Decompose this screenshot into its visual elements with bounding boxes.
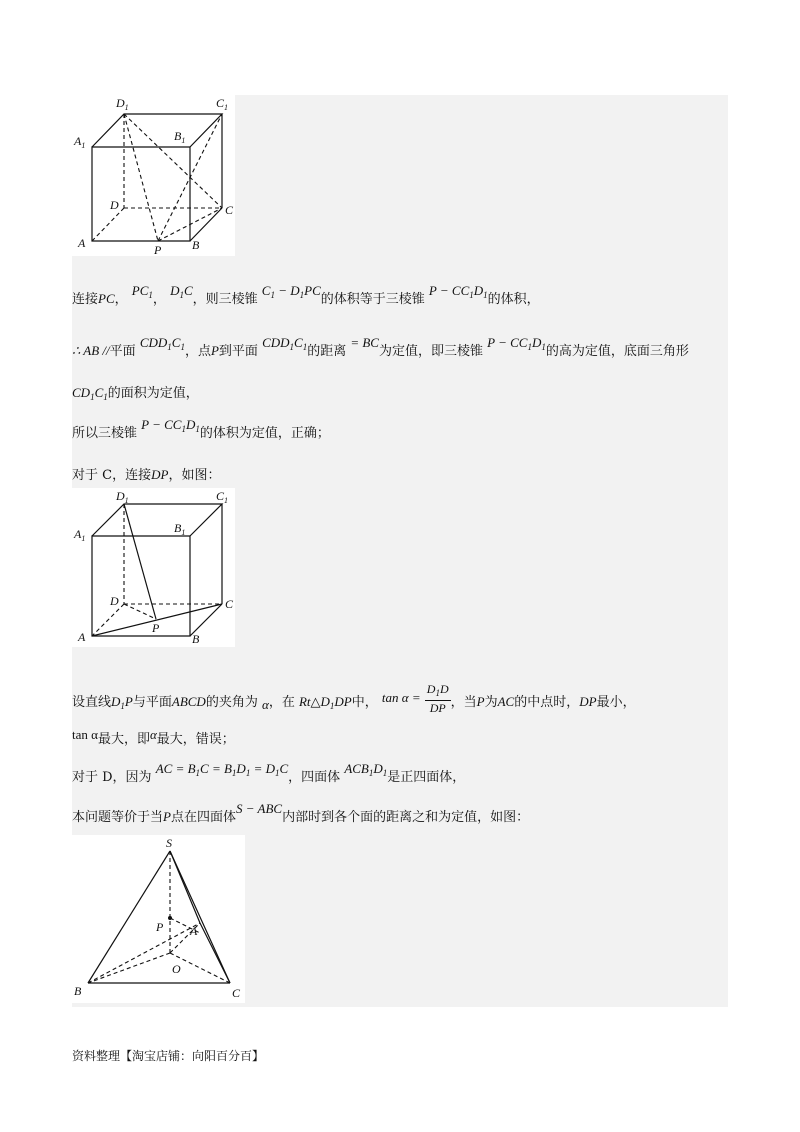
cube-figure-1 [72, 95, 235, 256]
point-p [168, 916, 172, 920]
label-a1: $A_1$ [74, 527, 86, 543]
edge-d1-p [124, 114, 158, 241]
edge-d-a [92, 604, 124, 636]
edge-b-a [88, 923, 200, 983]
label-a1: $A_1$ [74, 134, 86, 150]
text-line-4: 所以三棱锥 $P - CC_1D_1$的体积为定值，正确； [72, 417, 330, 441]
label-b: B [74, 984, 82, 998]
label-a: A [78, 630, 86, 644]
footer-source: 资料整理【淘宝店铺：向阳百分百】 [72, 1049, 265, 1063]
label-b1: $B_1$ [174, 521, 186, 537]
label-c: C [225, 597, 234, 611]
text-line-1: 连接PC， $PC_1$， $D_1C$，则三棱锥 $C_1 - D_1PC$的体积等于三棱锥 $P - CC_1D_1$的体积， [72, 283, 540, 307]
label-d: D [110, 594, 119, 608]
label-p: P [156, 920, 164, 934]
label-d1: $D_1$ [116, 96, 129, 112]
text-line-7: tan α最大，即α最大，错误； [72, 727, 235, 747]
edge-d1-c [124, 114, 222, 208]
edge-d1-p [124, 504, 156, 619]
label-a: A [78, 236, 86, 250]
label-d1: $D_1$ [116, 489, 129, 505]
edge-d-a [92, 208, 124, 241]
label-p: P [152, 621, 160, 635]
cube-figure-2 [72, 488, 235, 647]
edge-s-b [88, 851, 170, 983]
text-line-6: 设直线$D_1P$与平面ABCD的夹角为 α，在 $Rt\triangle D_1DP$中， tan α = $\frac{D_1D}{DP}$ ，当P为AC的中点时，DP最小， [72, 682, 636, 715]
edge-s-a [170, 851, 200, 923]
label-s: S [166, 836, 172, 850]
label-c: C [232, 986, 241, 1000]
label-c1: $C_1$ [216, 96, 229, 112]
label-a: A [190, 924, 198, 938]
label-o: O [172, 962, 181, 976]
fraction-tan: $\frac{D_1D}{DP}$ [426, 682, 449, 715]
edge-o-b [88, 953, 170, 983]
text-line-3: $CD_1C_1$的面积为定值， [72, 385, 199, 402]
tetrahedron-figure [72, 835, 245, 1003]
edge-a-c [200, 923, 230, 983]
label-b: B [192, 238, 200, 252]
text-line-9: 本问题等价于当P点在四面体S − ABC内部时到各个面的距离之和为定值，如图： [72, 801, 530, 825]
label-b: B [192, 632, 200, 646]
text-line-8: 对于 D，因为 AC = $B_1C = B_1D_1 = D_1C$，四面体 $ACB_1D_1$是正四面体， [72, 761, 466, 785]
label-d: D [110, 198, 119, 212]
label-c: C [225, 203, 234, 217]
label-p: P [154, 243, 162, 256]
top-face-edges [92, 114, 222, 147]
text-line-5: 对于 C，连接DP，如图： [72, 467, 221, 483]
edge-c-b [190, 208, 222, 241]
edge-d-p [124, 604, 156, 619]
top-face-edges [92, 504, 222, 536]
label-c1: $C_1$ [216, 489, 229, 505]
front-face [92, 147, 190, 241]
label-b1: $B_1$ [174, 129, 186, 145]
text-line-2: ∴ AB //平面 $CDD_1C_1$，点P到平面 $CDD_1C_1$的距离 = BC为定值，即三棱锥 $P - CC_1D_1$的高为定值，底面三角形 [72, 335, 689, 359]
